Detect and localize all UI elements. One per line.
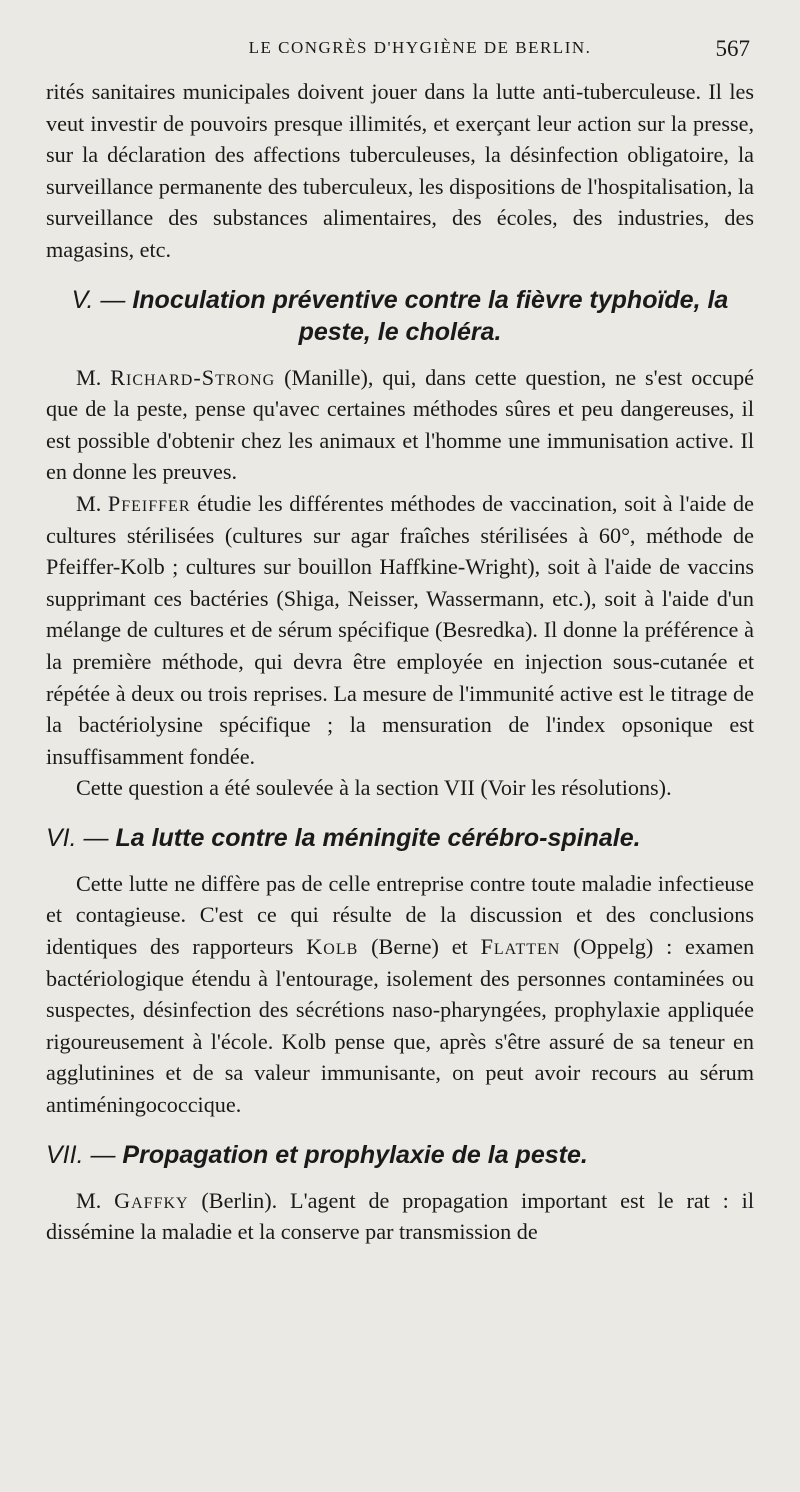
author-name: Flatten bbox=[480, 934, 561, 960]
section-heading-vii bbox=[46, 1139, 754, 1171]
author-name: Kolb bbox=[306, 934, 359, 960]
section-number: VII. — bbox=[46, 1140, 116, 1169]
section-number: V. — bbox=[71, 285, 126, 314]
body-text bbox=[46, 76, 754, 1248]
paragraph-meningite: Cette lutte ne diffère pas de celle entreprise contre toute maladie infectieuse et contagieuse. C'est ce qui résulte de la discussion et des conclusions identiques des rapporteurs Kolb (Berne) et Flatten (Oppelg) : examen bactériologique étendu à l'entourage, isolement des personnes contaminées ou suspectes, désinfection des sécrétions naso-pharyngées, prophylaxie appliquée rigoureusement à l'école. Kolb pense que, après s'être assuré de sa teneur en agglutinines et de sa valeur immunisante, on peut avoir recours au sérum antiméningococcique. bbox=[46, 870, 755, 1118]
section-title: La lutte contre la méningite cérébro-spinale. bbox=[115, 823, 641, 852]
paragraph-pfeiffer: M. Pfeiffer étudie les différentes méthodes de vaccination, soit à l'aide de cultures stérilisées (cultures sur agar fraîches stérilisées à 60°, méthode de Pfeiffer-Kolb ; cultures sur bouillon Haffkine-Wright), soit à l'aide de vaccins supprimant ces bactéries (Shiga, Neisser, Wassermann, etc.), soit à l'aide d'un mélange de cultures et de sérum spécifique (Besredka). Il donne la préférence à la première méthode, qui devra être employée en injection sous-cutanée et répétée à deux ou trois reprises. La mesure de l'immunité active est le titrage de la bactériolysine spécifique ; la mensuration de l'index opsonique est insuffisamment fondée. bbox=[46, 490, 754, 769]
author-name: Richard-Strong bbox=[110, 364, 276, 390]
page-number: 567 bbox=[715, 36, 750, 61]
author-name: Pfeiffer bbox=[107, 490, 191, 516]
section-heading-vi bbox=[46, 822, 754, 854]
section-title: Inoculation préventive contre la fièvre typhoïde, la peste, le choléra. bbox=[132, 285, 729, 346]
author-name: Gaffky bbox=[114, 1187, 189, 1213]
paragraph-richard-strong: M. Richard-Strong (Manille), qui, dans cette question, ne s'est occupé que de la peste, pense qu'avec certaines méthodes sûres et peu dangereuses, il est possible d'obtenir chez les animaux et l'homme une immunisation active. Il en donne les preuves. bbox=[46, 364, 755, 485]
section-heading-v bbox=[46, 284, 754, 348]
section-number: VI. — bbox=[46, 823, 109, 852]
running-title: LE CONGRÈS D'HYGIÈNE DE BERLIN. bbox=[248, 38, 592, 57]
running-head bbox=[46, 38, 754, 76]
section-title: Propagation et prophylaxie de la peste. bbox=[122, 1140, 588, 1169]
paragraph-intro: rités sanitaires municipales doivent jouer dans la lutte anti-tuberculeuse. Il les veut investir de pouvoirs presque illimités, et exerçant leur action sur la presse, sur la déclaration des affections tuberculeuses, la désinfection obligatoire, la surveillance permanente des tuberculeux, les dispositions de l'hospitalisation, la surveillance des substances alimentaires, des écoles, des industries, des magasins, etc. bbox=[46, 79, 754, 262]
paragraph-gaffky: M. Gaffky (Berlin). L'agent de propagation important est le rat : il dissémine la maladie et la conserve par transmission de bbox=[46, 1187, 754, 1245]
paragraph-section7-reference: Cette question a été soulevée à la section VII (Voir les résolutions). bbox=[76, 775, 672, 801]
